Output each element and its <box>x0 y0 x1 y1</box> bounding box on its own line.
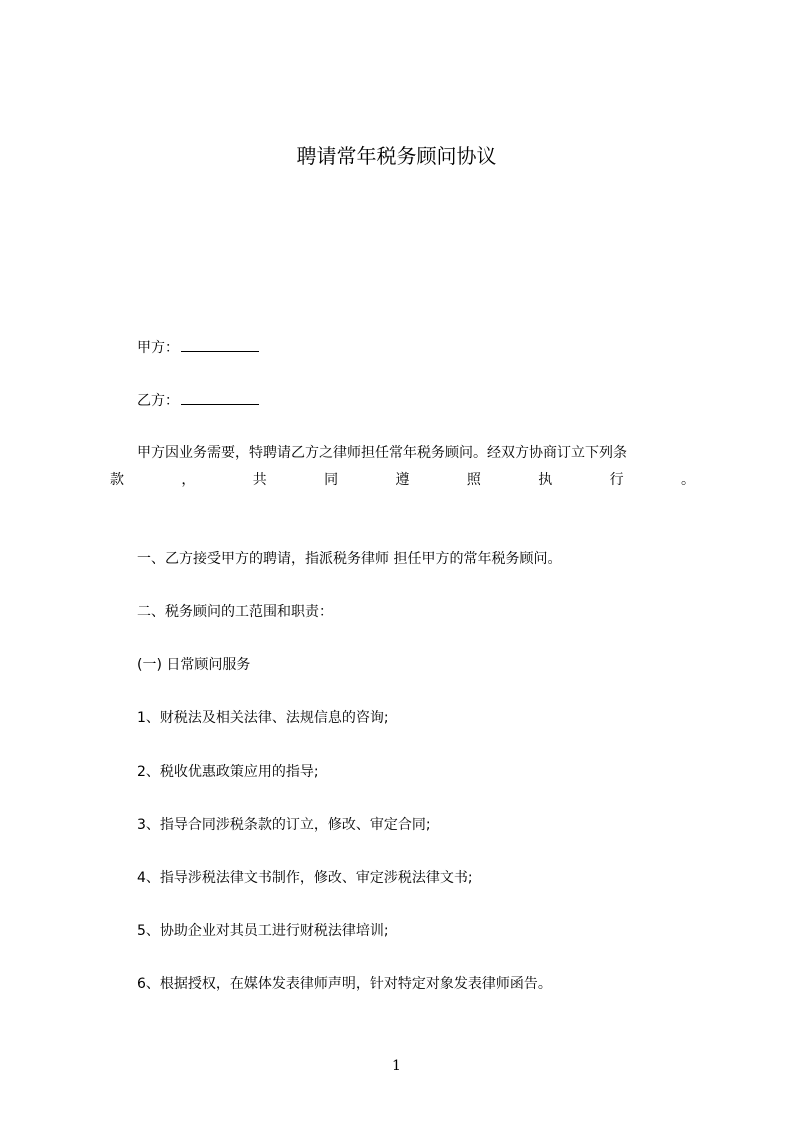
intro-char: 款 <box>110 472 124 488</box>
section-heading: (一) 日常顾问服务 <box>137 657 251 673</box>
party-b-blank <box>181 390 259 405</box>
clause-2: 二、税务顾问的工范围和职责： <box>137 604 333 620</box>
intro-char: 共 <box>252 472 267 488</box>
list-item: 4、指导涉税法律文书制作，修改、审定涉税法律文书; <box>137 870 473 886</box>
clause-1: 一、乙方接受甲方的聘请，指派税务律师 担任甲方的常年税务顾问。 <box>137 551 562 567</box>
list-item: 1、财税法及相关法律、法规信息的咨询; <box>137 710 389 726</box>
list-item: 6、根据授权，在媒体发表律师声明，针对特定对象发表律师函告。 <box>137 976 552 992</box>
page-number: 1 <box>392 1058 401 1074</box>
intro-char: 。 <box>681 472 695 488</box>
party-b-label: 乙方： <box>137 393 179 409</box>
list-item: 3、指导合同涉税条款的订立，修改、审定合同; <box>137 817 431 833</box>
party-b-line <box>137 390 259 411</box>
intro-char: 遵 <box>395 472 410 488</box>
intro-char: 同 <box>324 472 339 488</box>
intro-char: 执 <box>538 472 553 488</box>
party-a-label: 甲方： <box>137 340 179 356</box>
intro-char: 照 <box>466 472 481 488</box>
intro-char: 行 <box>609 472 624 488</box>
list-item: 2、税收优惠政策应用的指导; <box>137 764 319 780</box>
document-title: 聘请常年税务顾问协议 <box>296 144 497 168</box>
party-a-line <box>137 337 259 358</box>
list-item: 5、协助企业对其员工进行财税法律培训; <box>137 923 389 939</box>
intro-char: ， <box>181 472 196 488</box>
intro-line-2 <box>110 470 695 490</box>
party-a-blank <box>181 337 259 352</box>
intro-line-1: 甲方因业务需要，特聘请乙方之律师担任常年税务顾问。经双方协商订立下列条 <box>137 445 627 461</box>
